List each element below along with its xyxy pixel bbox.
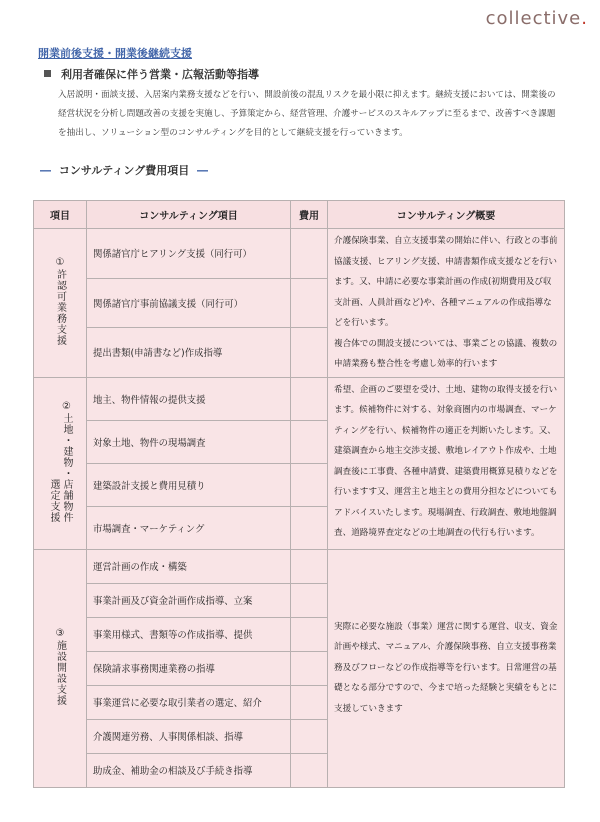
cost-cell xyxy=(291,651,328,685)
brand-logo: collective. xyxy=(485,8,588,29)
category-cell: ③施設開設支援 xyxy=(34,549,87,787)
item-cell: 介護関連労務、人事関係相談、指導 xyxy=(87,719,291,753)
header-item: コンサルティング項目 xyxy=(87,201,291,229)
cost-cell xyxy=(291,506,328,549)
consulting-cost-table xyxy=(33,200,565,788)
cost-cell xyxy=(291,420,328,463)
category-cell: 選定支援 ②土地・建物・店舗物件 xyxy=(34,377,87,549)
table-row xyxy=(34,377,565,420)
item-cell: 事業用様式、書類等の作成指導、提供 xyxy=(87,617,291,651)
cost-cell xyxy=(291,377,328,420)
sub-heading: 利用者確保に伴う営業・広報活動等指導 xyxy=(44,66,259,82)
overview-cell: 希望、企画のご要望を受け、土地、建物の取得支援を行います。候補物件に対する、対象商圏内の市場調査、マーケティングを行い、候補物件の適正を判断いたします。又、建築調査から地主交渉支援、敷地レイアウト作成や、土地調査後に工事費、各種申請費、建築費用概算見積りなどを行いますす又、運営主と地主との費用分担などについてもアドバイスいたします。現場調査、行政調査、敷地地盤調査、道路境界査定などの土地調査の代行も行います。 xyxy=(328,377,565,549)
item-cell: 対象土地、物件の現場調査 xyxy=(87,420,291,463)
item-cell: 関係諸官庁事前協議支援（同行可） xyxy=(87,278,291,328)
table-row xyxy=(34,229,565,279)
item-cell: 市場調査・マーケティング xyxy=(87,506,291,549)
item-cell: 運営計画の作成・構築 xyxy=(87,549,291,583)
item-cell: 地主、物件情報の提供支援 xyxy=(87,377,291,420)
item-cell: 建築設計支援と費用見積り xyxy=(87,463,291,506)
item-cell: 助成金、補助金の相談及び手続き指導 xyxy=(87,753,291,787)
cost-table-title: ― コンサルティング費用項目 ― xyxy=(40,164,209,177)
cost-cell xyxy=(291,685,328,719)
cost-cell xyxy=(291,229,328,279)
intro-paragraph: 入居説明・面談支援、入居案内業務支援などを行い、開設前後の混乱リスクを最小限に抑えます。継続支援においては、開業後の経営状況を分析し問題改善の支援を実施し、予算策定から、経営管理、介護サービスのスキルアップに至るまで、改善すべき課題を抽出し、ソリューション型のコンサルティングを目的として継続支援を行っていきます。 xyxy=(58,90,556,138)
cost-cell xyxy=(291,328,328,378)
overview-cell: 実際に必要な施設（事業）運営に関する運営、収支、資金計画や様式、マニュアル、介護保険事務、自立支援事務業務及びフローなどの作成指導等を行います。日常運営の基礎となる部分ですので、今まで培った経験と実績をもとに支援していきます xyxy=(328,549,565,787)
cost-cell xyxy=(291,583,328,617)
cost-cell xyxy=(291,617,328,651)
section-title: 開業前後支援・開業後継続支援 xyxy=(38,47,192,60)
category-cell: ①許認可業務支援 xyxy=(34,229,87,378)
item-cell: 関係諸官庁ヒアリング支援（同行可） xyxy=(87,229,291,279)
cost-cell xyxy=(291,719,328,753)
item-cell: 保険請求事務関連業務の指導 xyxy=(87,651,291,685)
header-category: 項目 xyxy=(34,201,87,229)
item-cell: 事業運営に必要な取引業者の選定、紹介 xyxy=(87,685,291,719)
table-header-row xyxy=(34,201,565,229)
square-bullet-icon xyxy=(44,70,51,77)
header-cost: 費用 xyxy=(291,201,328,229)
item-cell: 提出書類(申請書など)作成指導 xyxy=(87,328,291,378)
header-overview: コンサルティング概要 xyxy=(328,201,565,229)
overview-cell: 介護保険事業、自立支援事業の開始に伴い、行政との事前協議支援、ヒアリング支援、申請書類作成支援などを行います。又、申請に必要な事業計画の作成(初期費用及び収支計画、人員計画など)や、各種マニュアルの作成指導などを行います。 複合体での開設支援については、事業ごとの協議、複数の申請業務も整合性を考慮し効率的行います xyxy=(328,229,565,378)
item-cell: 事業計画及び資金計画作成指導、立案 xyxy=(87,583,291,617)
table-row xyxy=(34,549,565,583)
cost-cell xyxy=(291,278,328,328)
cost-cell xyxy=(291,463,328,506)
cost-cell xyxy=(291,753,328,787)
cost-cell xyxy=(291,549,328,583)
